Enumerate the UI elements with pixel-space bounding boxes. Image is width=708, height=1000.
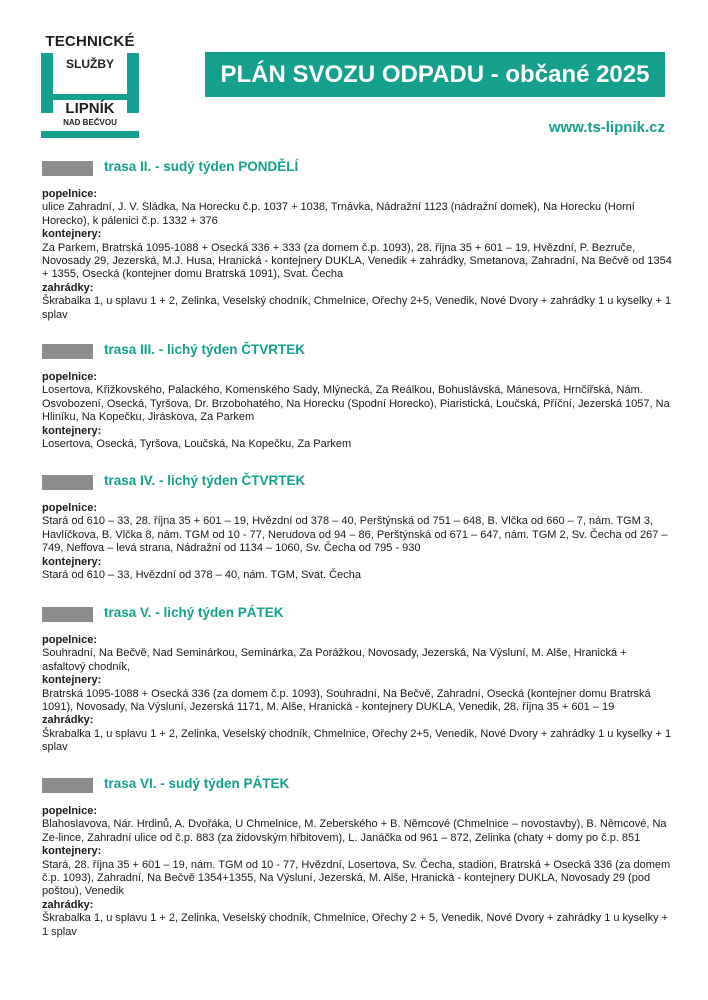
website-link[interactable]: www.ts-lipnik.cz [548, 119, 665, 136]
zahradky-text: Škrabalka 1, u splavu 1 + 2, Zelinka, Veselský chodník, Chmelnice, Ořechy 2+5, Venedik, Nové Dvory + zahrádky 1 u kyselky + 1 splav [42, 727, 672, 754]
route-section-5 [42, 605, 672, 755]
logo-line-sluzby: SLUŽBY [66, 57, 114, 71]
route-header [42, 342, 672, 362]
kontejnery-label: kontejnery: [42, 555, 102, 568]
popelnice-label: popelnice: [42, 634, 98, 646]
kontejnery-text: Za Parkem, Bratrská 1095-1088 + Osecká 336 + 333 (za domem č.p. 1093), 28. října 35 + 601 – 19, Hvězdní, P. Bezruče, Novosady 29, Jezerská, M.J. Husa, Hranická - kontejnery DUKLA, Venedik + zahrádky, Smetanova, Zahradní, Na Bečvě od 1354 + 1355, Osecká (kontejner domu Bratrská 1091), Svat. Čecha [42, 241, 672, 281]
kontejnery-label: kontejnery: [42, 674, 102, 687]
logo-line-nad-becvou: NAD BEČVOU [63, 118, 117, 127]
zahradky-label: zahrádky: [42, 281, 94, 294]
route-marker [42, 475, 93, 490]
company-logo [41, 32, 139, 138]
route-marker [42, 344, 93, 359]
logo-line-lipnik: LIPNÍK [65, 100, 115, 117]
zahradky-label: zahrádky: [42, 898, 94, 911]
kontejnery-text: Stará od 610 – 33, Hvězdní od 378 – 40, nám. TGM, Svat. Čecha [42, 569, 361, 582]
route-title: trasa V. - lichý týden PÁTEK [104, 605, 284, 620]
kontejnery-label: kontejnery: [42, 424, 102, 437]
route-marker [42, 607, 93, 622]
popelnice-text: ulice Zahradní, J. V. Sládka, Na Horecku č.p. 1037 + 1038, Trnávka, Nádražní 1123 (nádražní domek), Na Horecku (Horní Horecko), k pálenici č.p. 1332 + 376 [42, 201, 635, 227]
route-section-2 [42, 159, 672, 322]
route-body [42, 805, 672, 939]
route-title: trasa IV. - lichý týden ČTVRTEK [104, 473, 306, 488]
route-header [42, 776, 672, 796]
popelnice-text: Blahoslavova, Nár. Hrdinů, A. Dvořáka, U Chmelnice, M. Zeberského + B. Němcové (Chmelnice – novostavby), B. Němcové, Na Ze-lince, Zahradní ulice od č.p. 883 (za židovským hřbitovem), L. Janáčka od 961 – 872, Zelinka (chaty + domy po č.p. 851 [42, 818, 667, 844]
route-section-3 [42, 342, 672, 451]
logo-bar-left [41, 53, 53, 113]
route-header [42, 473, 672, 493]
popelnice-label: popelnice: [42, 805, 98, 817]
route-title: trasa III. - lichý týden ČTVRTEK [104, 342, 306, 357]
route-header [42, 159, 672, 179]
route-section-6 [42, 776, 672, 939]
route-marker [42, 778, 93, 793]
logo-line-technicke: TECHNICKÉ [45, 33, 135, 50]
route-header [42, 605, 672, 625]
route-body [42, 188, 672, 322]
popelnice-text: Stará od 610 – 33, 28. října 35 + 601 – 19, Hvězdní od 378 – 40, Perštýnská od 751 – 648, B. Vlčka od 660 – 7, nám. TGM 3, Havlíčkova, B. Vlčka 8, nám. TGM od 10 - 77, Nerudova od 94 – 86, Perštýnská od 671 – 647, nám. TGM 2, Sv. Čecha od 267 – 749, Neffova – levá strana, Nádražní od 1134 – 1060, Sv. Čecha od 795 - 930 [42, 515, 668, 555]
popelnice-label: popelnice: [42, 371, 98, 383]
kontejnery-text: Bratrská 1095-1088 + Osecká 336 (za domem č.p. 1093), Souhradní, Na Bečvě, Zahradní, Osecká (kontejner domu Bratrská 1091), Novosady, Na Výsluní, Jezerská 1171, M. Alše, Hranická - kontejnery DUKLA, Venedik, 28. října 35 + 601 – 19 [42, 687, 651, 714]
route-section-4 [42, 473, 672, 582]
route-body [42, 634, 672, 755]
route-body [42, 371, 672, 451]
popelnice-text: Souhradní, Na Bečvě, Nad Seminárkou, Seminárka, Za Porážkou, Novosady, Jezerská, Na Výsluní, M. Alše, Hranická + asfaltový chodník, [42, 647, 627, 673]
page-title-banner: PLÁN SVOZU ODPADU - občané 2025 [205, 52, 665, 97]
logo-bar-bottom [41, 131, 139, 138]
zahradky-label: zahrádky: [42, 714, 94, 727]
kontejnery-label: kontejnery: [42, 845, 102, 858]
popelnice-label: popelnice: [42, 188, 98, 200]
route-body [42, 502, 672, 582]
route-title: trasa VI. - sudý týden PÁTEK [104, 776, 290, 791]
kontejnery-text: Losertova, Osecká, Tyršova, Loučská, Na Kopečku, Za Parkem [42, 438, 352, 451]
zahradky-text: Škrabalka 1, u splavu 1 + 2, Zelinka, Veselský chodník, Chmelnice, Ořechy 2+5, Venedik, Nové Dvory + zahrádky 1 u kyselky + 1 splav [42, 295, 672, 321]
route-title: trasa II. - sudý týden PONDĚLÍ [104, 159, 299, 174]
popelnice-text: Losertova, Křižkovského, Palackého, Komenského Sady, Mlýnecká, Za Reálkou, Bohuslávská, Mánesova, Hrnčířská, Nám. Osvobození, Osecká, Tyršova, Dr. Brzobohatého, Na Horecku (Spodní Horecko), Piaristická, Loučská, Příční, Jezerská 1057, Na Hliníku, Na Kopečku, Jiráskova, Za Parkem [42, 384, 670, 424]
kontejnery-text: Stará, 28. října 35 + 601 – 19, nám. TGM od 10 - 77, Hvězdní, Losertova, Sv. Čecha, stadion, Bratrská + Osecká 336 (za domem č.p. 1093), Zahradní, Na Bečvě 1354+1355, Na Výsluní, Jezerská, M. Alše, Hranická - kontejnery DUKLA, Novosady 29 (pod poštou), Venedik [42, 858, 671, 898]
zahradky-text: Škrabalka 1, u splavu 1 + 2, Zelinka, Veselský chodník, Chmelnice, Ořechy 2 + 5, Venedik, Nové Dvory + zahrádky 1 u kyselky + 1 splav [42, 912, 669, 938]
route-marker [42, 161, 93, 176]
logo-bar-right [127, 53, 139, 113]
kontejnery-label: kontejnery: [42, 228, 102, 241]
popelnice-label: popelnice: [42, 502, 98, 514]
